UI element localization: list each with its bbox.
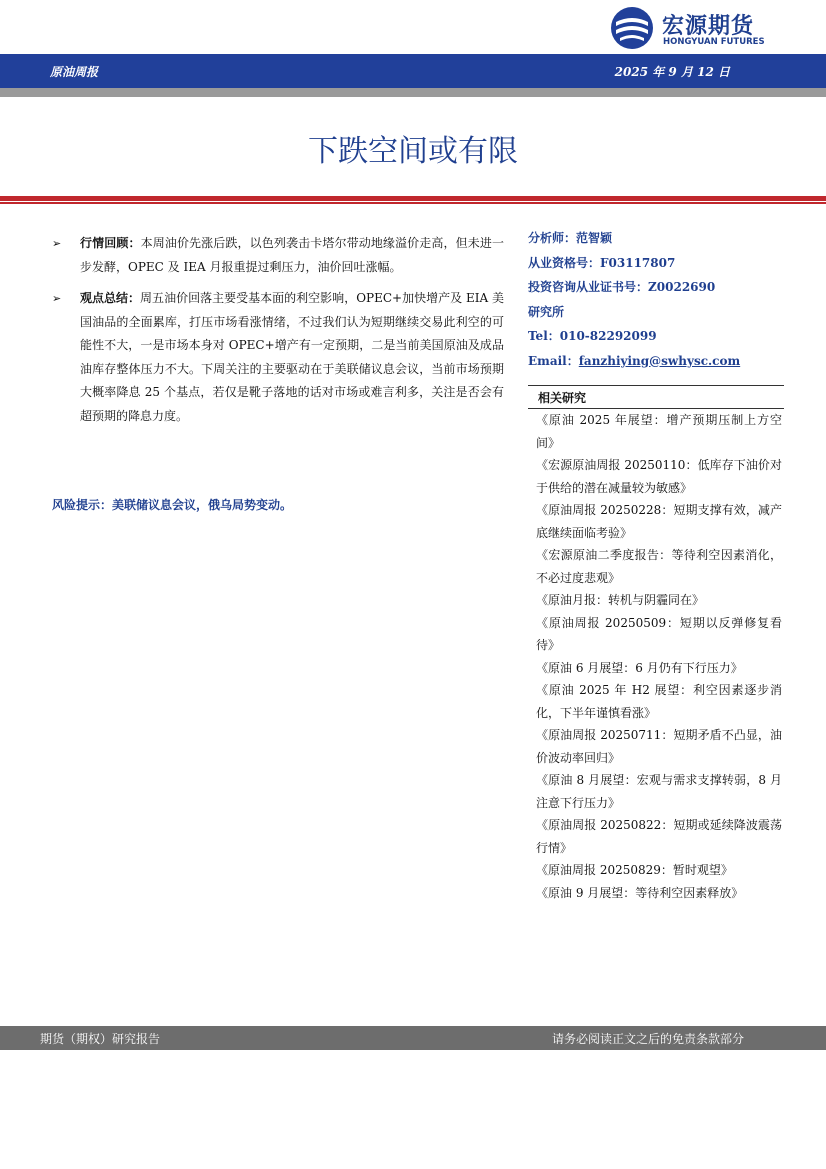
related-item[interactable]: 《原油月报：转机与阴霾同在》 — [536, 593, 705, 607]
report-date: 2025 年 9 月 12 日 — [614, 65, 730, 79]
certificate-number: Z0022690 — [648, 280, 716, 294]
tel-number: 010-82292099 — [559, 329, 657, 343]
tel-label: Tel： — [528, 329, 560, 343]
department: 研究所 — [528, 304, 565, 319]
related-item[interactable]: 《原油周报 20250711：短期矛盾不凸显，油价波动率回归》 — [536, 728, 782, 765]
qualification-line — [528, 251, 784, 276]
certificate-label: 投资咨询从业证书号： — [528, 280, 649, 294]
analyst-name-line — [528, 226, 784, 251]
report-category: 原油周报 — [50, 65, 99, 79]
page-footer — [0, 1026, 826, 1050]
related-item[interactable]: 《原油周报 20250228：短期支撑有效，减产底继续面临考验》 — [536, 503, 782, 540]
logo-brand-en: HONGYUAN FUTURES — [663, 37, 765, 47]
analyst-info — [528, 226, 784, 373]
footer-report-type: 期货（期权）研究报告 — [40, 1032, 161, 1046]
related-item[interactable]: 《原油 2025 年 H2 展望：利空因素逐步消化，下半年谨慎看涨》 — [536, 683, 782, 720]
header-divider — [0, 88, 826, 97]
related-item[interactable]: 《原油 9 月展望：等待利空因素释放》 — [536, 885, 744, 900]
related-item[interactable]: 《原油周报 20250829：暂时观望》 — [536, 863, 733, 877]
market-review-text: 本周油价先涨后跌，以色列袭击卡塔尔带动地缘溢价走高，但未进一步发酵，OPEC 及 IEA 月报重提过剩压力，油价回吐涨幅。 — [80, 236, 504, 274]
related-item[interactable]: 《原油 6 月展望：6 月仍有下行压力》 — [536, 660, 743, 675]
company-logo — [610, 6, 810, 50]
title-divider-thin — [0, 202, 826, 204]
logo-brand-cn: 宏源期货 — [662, 14, 755, 39]
market-review-label: 行情回顾： — [80, 236, 141, 250]
page-title: 下跌空间或有限 — [308, 134, 518, 169]
qualification-number: F03117807 — [600, 255, 676, 270]
footer-disclaimer: 请务必阅读正文之后的免责条款部分 — [551, 1032, 744, 1046]
market-review-bullet — [52, 232, 504, 279]
related-item[interactable]: 《原油周报 20250822：短期或延续降波震荡行情》 — [536, 818, 782, 855]
email-link[interactable]: fanzhiying@swhysc.com — [578, 353, 741, 368]
related-item[interactable]: 《宏源原油周报 20250110：低库存下油价对于供给的潜在减量较为敏感》 — [536, 458, 782, 495]
hongyuan-logo-icon — [610, 6, 654, 50]
tel-line — [528, 324, 784, 349]
qualification-label: 从业资格号： — [528, 255, 601, 270]
arrow-bullet-icon: ➢ — [52, 292, 62, 305]
header-bar — [0, 54, 826, 88]
view-summary-label: 观点总结： — [80, 291, 141, 305]
related-item[interactable]: 《宏源原油二季度报告：等待利空因素消化，不必过度悲观》 — [536, 548, 782, 585]
related-item[interactable]: 《原油 2025 年展望：增产预期压制上方空间》 — [536, 413, 782, 450]
certificate-line — [528, 275, 784, 300]
email-label: Email： — [528, 353, 579, 368]
related-research-list — [536, 409, 782, 904]
view-summary-bullet — [52, 287, 504, 428]
report-body — [52, 232, 504, 436]
analyst-name: 范智颖 — [576, 231, 613, 245]
related-research-heading — [528, 385, 784, 409]
risk-warning: 风险提示：美联储议息会议，俄乌局势变动。 — [52, 498, 293, 512]
analyst-name-label: 分析师： — [528, 231, 577, 245]
related-item[interactable]: 《原油 8 月展望：宏观与需求支撑转弱，8 月注意下行压力》 — [536, 773, 782, 810]
related-research-title: 相关研究 — [538, 391, 587, 405]
related-item[interactable]: 《原油周报 20250509：短期以反弹修复看待》 — [536, 615, 782, 652]
email-line — [528, 349, 784, 374]
title-divider-thick — [0, 196, 826, 201]
arrow-bullet-icon: ➢ — [52, 237, 62, 250]
view-summary-text: 周五油价回落主要受基本面的利空影响，OPEC+加快增产及 EIA 美国油品的全面累库，打压市场看涨情绪，不过我们认为短期继续交易此利空的可能性不大，一是市场本身对 OPEC+增产有一定预期，二是当前美国原油及成品油库存整体压力不大。下周关注的主要驱动在于美联储议息会议，当前市场预期大概率降息 25 个基点，若仅是靴子落地的话对市场或难言利多，关注是否会有超预期的降息力度。 — [80, 291, 504, 423]
